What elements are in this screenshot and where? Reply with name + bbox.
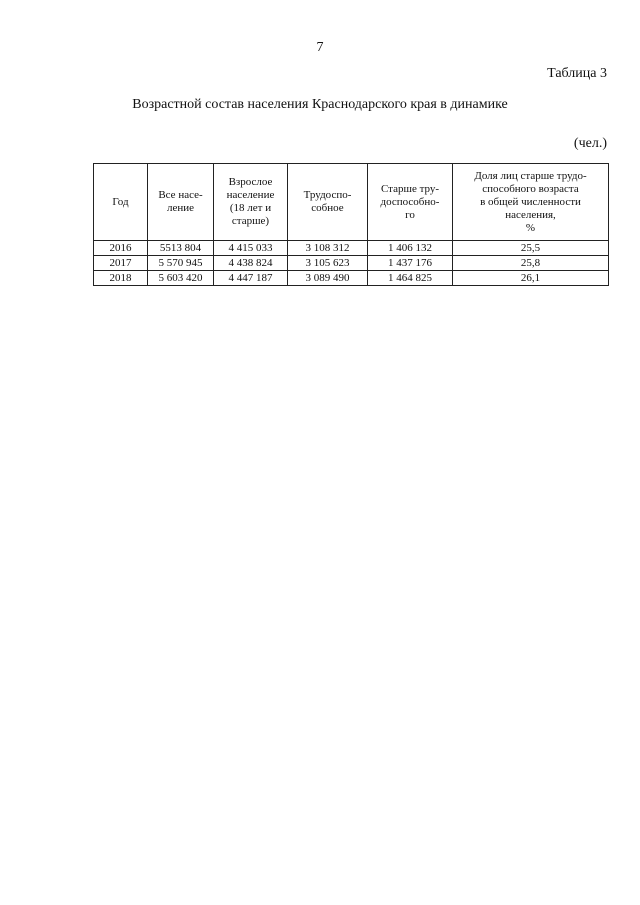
cell-total-population: 5513 804	[148, 241, 214, 256]
table-header-row	[94, 164, 609, 241]
header-year: Год	[94, 164, 148, 241]
cell-adult-population: 4 447 187	[214, 271, 288, 286]
cell-over-working-age: 1 464 825	[368, 271, 453, 286]
cell-total-population: 5 570 945	[148, 256, 214, 271]
page-number: 7	[316, 40, 324, 55]
cell-year: 2016	[94, 241, 148, 256]
header-adult-population: Взрослое население (18 лет и старше)	[214, 164, 288, 241]
document-title: Возрастной состав населения Краснодарского края в динамике	[132, 97, 508, 112]
table-row	[94, 256, 609, 271]
header-total-population: Все насе- ление	[148, 164, 214, 241]
cell-adult-population: 4 438 824	[214, 256, 288, 271]
cell-working-age: 3 089 490	[288, 271, 368, 286]
header-share-over-working-age: Доля лиц старше трудо- способного возраста в общей численности населения, %	[453, 164, 609, 241]
header-working-age: Трудоспо- собное	[288, 164, 368, 241]
table-label: Таблица 3	[547, 66, 607, 81]
cell-total-population: 5 603 420	[148, 271, 214, 286]
header-over-working-age: Старше тру- доспособно- го	[368, 164, 453, 241]
units-label: (чел.)	[573, 136, 607, 151]
cell-share: 26,1	[453, 271, 609, 286]
cell-share: 25,5	[453, 241, 609, 256]
cell-over-working-age: 1 437 176	[368, 256, 453, 271]
cell-year: 2017	[94, 256, 148, 271]
cell-adult-population: 4 415 033	[214, 241, 288, 256]
cell-year: 2018	[94, 271, 148, 286]
table-row	[94, 271, 609, 286]
population-table	[93, 163, 609, 286]
cell-share: 25,8	[453, 256, 609, 271]
cell-over-working-age: 1 406 132	[368, 241, 453, 256]
cell-working-age: 3 105 623	[288, 256, 368, 271]
cell-working-age: 3 108 312	[288, 241, 368, 256]
table-row	[94, 241, 609, 256]
